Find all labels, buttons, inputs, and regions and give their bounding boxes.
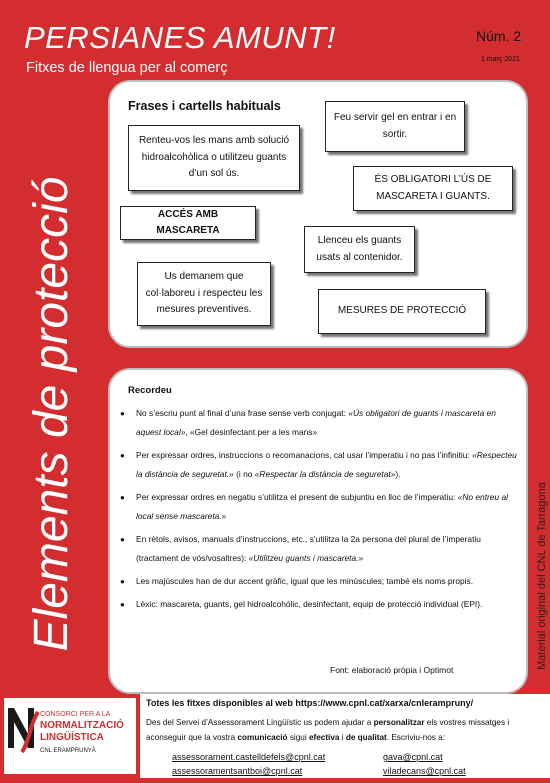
svg-text:CONSORCI PER A LA: CONSORCI PER A LA <box>40 711 111 718</box>
email-link[interactable]: gava@cpnl.cat <box>383 752 443 762</box>
bullet-icon: ● <box>120 493 125 502</box>
issue-number: Núm. 2 <box>476 28 522 44</box>
svg-text:CNL ERAMPRUNYÀ: CNL ERAMPRUNYÀ <box>40 748 96 754</box>
phrase-card: Renteu-vos les mans amb solució hidroalcohòlica o utilitzeu guants d’un sol ús. <box>128 125 300 191</box>
phrase-card: Llenceu els guants usats al contenidor. <box>304 226 415 273</box>
source-note: Font: elaboració pròpia i Optimot <box>330 665 454 675</box>
bullet-icon: ● <box>120 409 125 418</box>
issue-date: 1 març 2021 <box>481 56 520 63</box>
email-link[interactable]: viladecans@cpnl.cat <box>383 766 466 776</box>
phrase-card: ÉS OBLIGATORI L’ÚS DE MASCARETA I GUANTS. <box>353 166 513 211</box>
bullet-icon: ● <box>120 600 125 609</box>
phrase-card: Feu servir gel en entrar i en sortir. <box>325 101 465 152</box>
side-title: Elements de protecció <box>25 176 78 652</box>
rule-item: ● Les majúscules han de dur accent gràfic, igual que les minúscules; també els noms propis. <box>120 572 518 591</box>
svg-text:NORMALITZACIÓ: NORMALITZACIÓ <box>40 720 124 731</box>
email-link[interactable]: assessoramentsantboi@cpnl.cat <box>172 766 303 776</box>
rule-item: ● Per expressar ordres en negatiu s’utilitza el present de subjuntiu en lloc de l’imperatiu: «No entreu al local sense mascareta.» <box>120 488 518 526</box>
cpnl-logo <box>0 694 140 778</box>
website-link[interactable]: https://www.cpnl.cat/xarxa/cnlerampruny/ <box>295 698 474 708</box>
phrase-card: MESURES DE PROTECCIÓ <box>318 289 486 334</box>
bullet-icon: ● <box>120 577 125 586</box>
bullet-icon: ● <box>120 451 125 460</box>
info-text: Des del Servei d’Assessorament Lingüístic us podem ajudar a personalitzar els vostres missatges i aconseguir que la vostra comunicació sigui efectiva i de qualitat. Escriviu-nos a: <box>146 718 510 742</box>
phrase-card: Us demanem que col·laboreu i respecteu les mesures preventives. <box>137 262 271 326</box>
rule-item: ● Per expressar ordres, instruccions o recomanacions, cal usar l’imperatiu i no pas l’infinitiu: «Respecteu la distància de seguretat.» (i no «Respectar la distància de seguretat»). <box>120 446 518 484</box>
rule-item: ● No s’escriu punt al final d’una frase sense verb conjugat: «Ús obligatori de guants i mascareta en aquest local», «Gel desinfectant per a les mans» <box>120 404 518 442</box>
rules-list <box>120 404 518 618</box>
page-subtitle: Fitxes de llengua per al comerç <box>26 60 228 76</box>
svg-text:LINGÜÍSTICA: LINGÜÍSTICA <box>40 732 104 743</box>
rule-item: ● En rètols, avisos, manuals d’instruccions, etc., s’utilitza la 2a persona del plural de l’imperatiu (tractament de vós/vosaltres): «Utilitzeu guants i mascareta.» <box>120 530 518 568</box>
remember-heading: Recordeu <box>128 385 172 396</box>
links-line: Totes les fitxes disponibles al web https://www.cpnl.cat/xarxa/cnlerampruny/ <box>146 698 474 708</box>
email-link[interactable]: assessorament.castelldefels@cpnl.cat <box>172 752 326 762</box>
page-title: PERSIANES AMUNT! <box>24 20 336 55</box>
bullet-icon: ● <box>120 535 125 544</box>
side-credit: Material original del CNL de Tarragona <box>536 482 548 670</box>
phrase-card: ACCÉS AMB MASCARETA <box>120 206 256 240</box>
rule-item: ● Lèxic: mascareta, guants, gel hidroalcohòlic, desinfectant, equip de protecció individual (EPI). <box>120 595 518 614</box>
phrases-heading: Frases i cartells habituals <box>128 99 281 113</box>
